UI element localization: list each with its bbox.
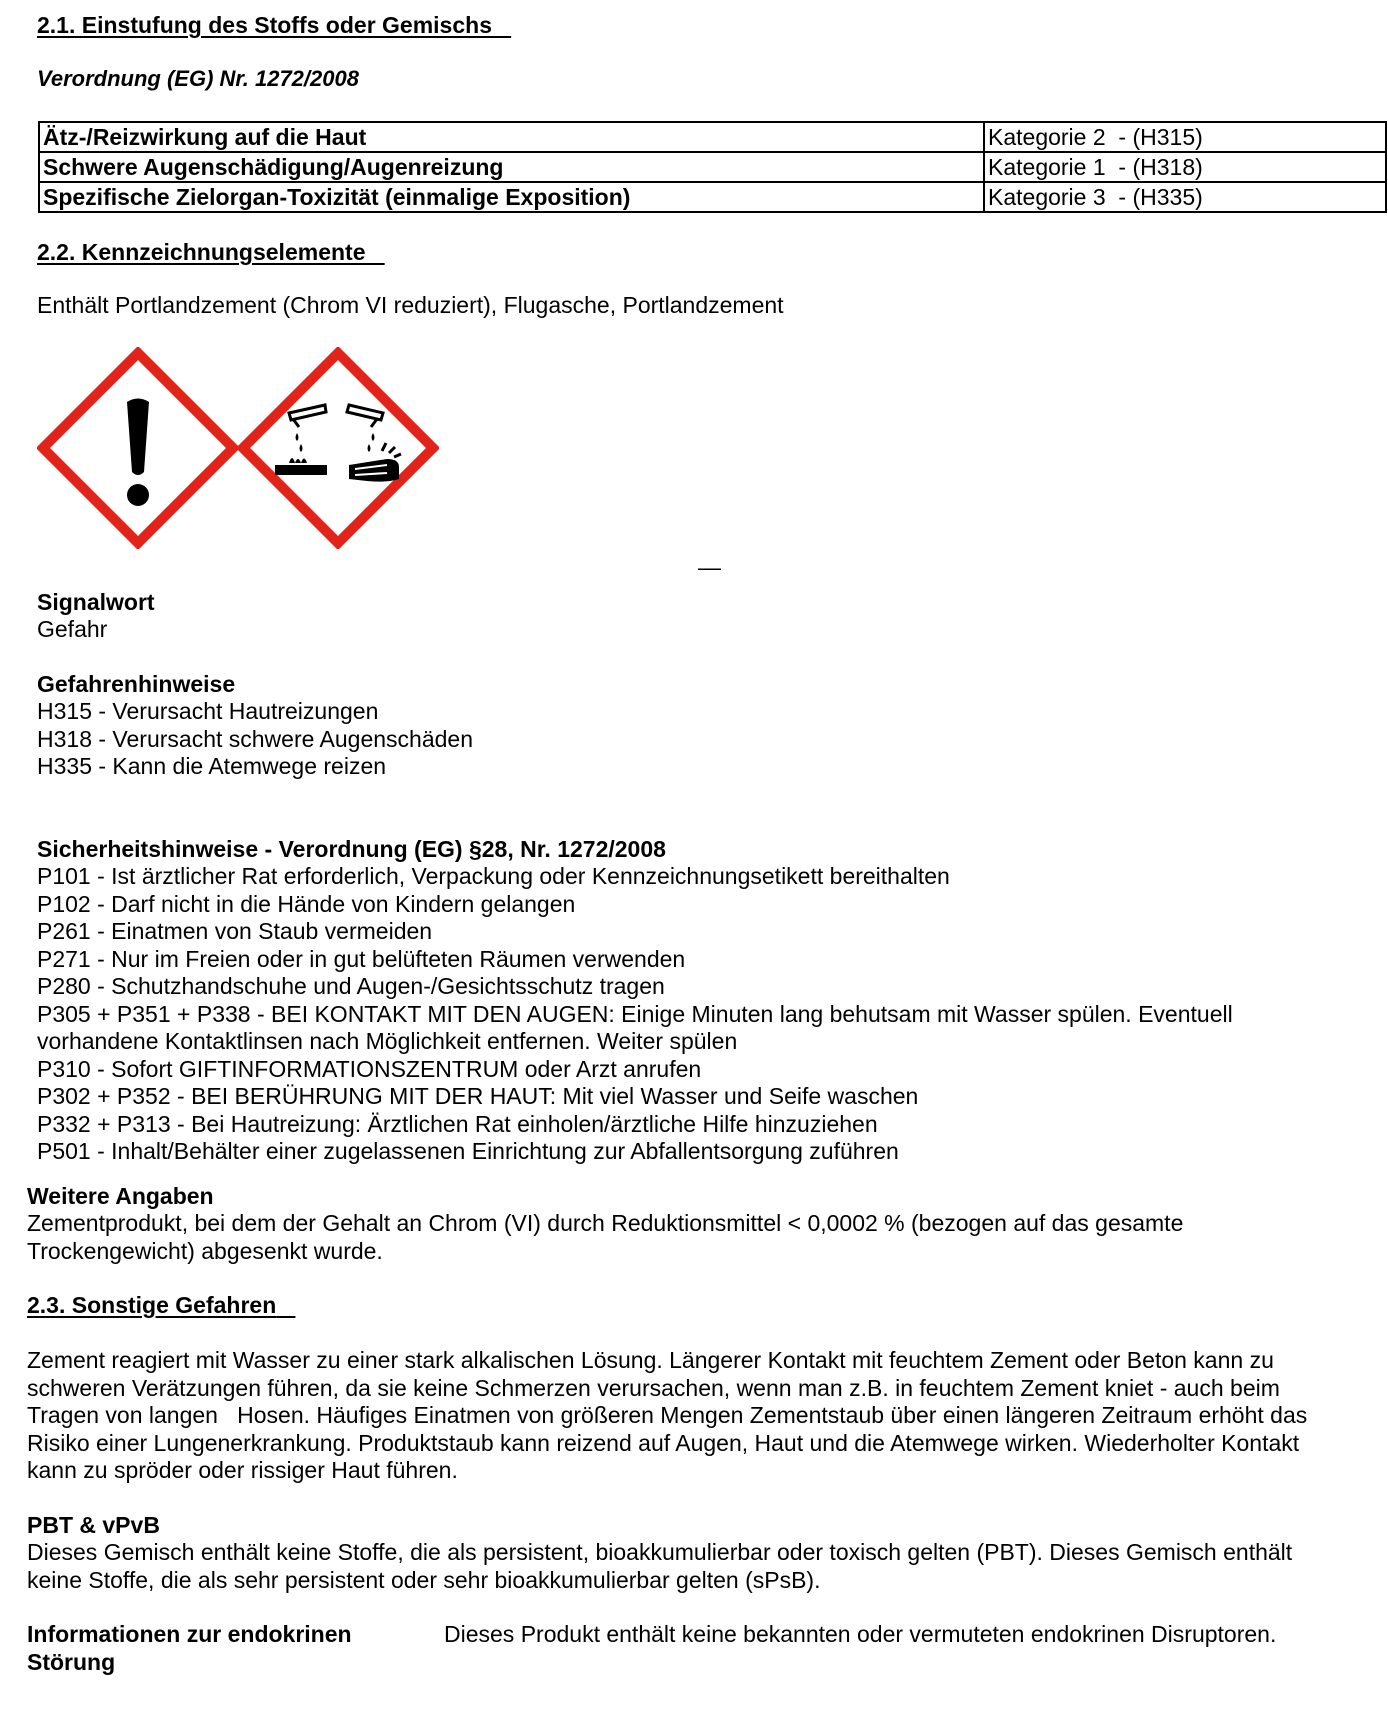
paragraph-line: Zementprodukt, bei dem der Gehalt an Chrom (VI) durch Reduktionsmittel < 0,0002 % (bezogen auf das gesamte bbox=[27, 1210, 1184, 1236]
paragraph-line: Risiko einer Lungenerkrankung. Produktstaub kann reizend auf Augen, Haut und die Atemwege wirken. Wiederholter Kontakt bbox=[27, 1429, 1300, 1456]
other-hazards-paragraph bbox=[27, 1347, 1307, 1485]
paragraph-line: Zement reagiert mit Wasser zu einer stark alkalischen Lösung. Längerer Kontakt mit feuchtem Zement oder Beton kann zu bbox=[27, 1347, 1274, 1373]
signal-word: Gefahr bbox=[37, 616, 108, 642]
endocrine-text: Dieses Produkt enthält keine bekannten oder vermuteten endokrinen Disruptoren. bbox=[444, 1621, 1277, 1647]
endocrine-title bbox=[27, 1621, 352, 1676]
paragraph-line: keine Stoffe, die als sehr persistent oder sehr bioakkumulierbar gelten (sPsB). bbox=[27, 1566, 821, 1593]
contains-text: Enthält Portlandzement (Chrom VI reduziert), Flugasche, Portlandzement bbox=[37, 292, 784, 318]
table-row bbox=[39, 182, 1386, 212]
list-item: H335 - Kann die Atemwege reizen bbox=[37, 753, 387, 779]
list-item: P332 + P313 - Bei Hautreizung: Ärztlichen Rat einholen/ärztliche Hilfe hinzuziehen bbox=[37, 1110, 878, 1137]
list-item: P271 - Nur im Freien oder in gut belüfteten Räumen verwenden bbox=[37, 945, 686, 972]
list-item: P101 - Ist ärztlicher Rat erforderlich, Verpackung oder Kennzeichnungsetikett bereithalten bbox=[37, 863, 950, 889]
endocrine-title-line: Störung bbox=[27, 1648, 116, 1675]
pbt-text bbox=[27, 1539, 1292, 1594]
list-item: P501 - Inhalt/Behälter einer zugelassenen Einrichtung zur Abfallentsorgung zuführen bbox=[37, 1138, 899, 1164]
list-item: P305 + P351 + P338 - BEI KONTAKT MIT DEN AUGEN: Einige Minuten lang behutsam mit Wasser spülen. Eventuell bbox=[37, 1000, 1233, 1027]
corrosion-icon bbox=[237, 347, 439, 549]
hazard-class: Spezifische Zielorgan-Toxizität (einmalige Exposition) bbox=[39, 182, 984, 212]
section-2-3-heading: 2.3. Sonstige Gefahren bbox=[27, 1292, 277, 1318]
list-item: H315 - Verursacht Hautreizungen bbox=[37, 698, 379, 724]
list-item: P310 - Sofort GIFTINFORMATIONSZENTRUM oder Arzt anrufen bbox=[37, 1055, 702, 1082]
exclamation-mark-icon bbox=[37, 347, 239, 549]
paragraph-line: kann zu spröder oder rissiger Haut führen. bbox=[27, 1457, 458, 1483]
table-row bbox=[39, 152, 1386, 182]
list-item: P302 + P352 - BEI BERÜHRUNG MIT DER HAUT: Mit viel Wasser und Seife waschen bbox=[37, 1083, 919, 1109]
paragraph-line: schweren Verätzungen führen, da sie keine Schmerzen verursachen, wenn man z.B. in feuchtem Zement kniet - auch beim bbox=[27, 1374, 1280, 1401]
list-item: P261 - Einatmen von Staub vermeiden bbox=[37, 918, 433, 944]
signal-word-title: Signalwort bbox=[37, 589, 155, 615]
paragraph-line: Dieses Gemisch enthält keine Stoffe, die als persistent, bioakkumulierbar oder toxisch gelten (PBT). Dieses Gemisch enthält bbox=[27, 1539, 1293, 1565]
list-item: H318 - Verursacht schwere Augenschäden bbox=[37, 725, 473, 752]
section-2-1-heading: 2.1. Einstufung des Stoffs oder Gemischs bbox=[37, 12, 492, 38]
precaution-statements-list bbox=[37, 863, 1233, 1166]
section-2-2-heading: 2.2. Kennzeichnungselemente bbox=[37, 239, 366, 265]
hazard-class: Schwere Augenschädigung/Augenreizung bbox=[39, 152, 984, 182]
classification-table bbox=[38, 121, 1387, 213]
list-item: vorhandene Kontaktlinsen nach Möglichkeit entfernen. Weiter spülen bbox=[37, 1028, 738, 1054]
hazard-category: Kategorie 2 - (H315) bbox=[984, 122, 1386, 152]
regulation-title: Verordnung (EG) Nr. 1272/2008 bbox=[37, 66, 359, 91]
paragraph-line: Trockengewicht) abgesenkt wurde. bbox=[27, 1237, 383, 1264]
endocrine-title-line: Informationen zur endokrinen bbox=[27, 1621, 352, 1647]
list-item: P280 - Schutzhandschuhe und Augen-/Gesichtsschutz tragen bbox=[37, 973, 665, 999]
hazard-statements-title: Gefahrenhinweise bbox=[37, 671, 236, 697]
precaution-statements-title: Sicherheitshinweise - Verordnung (EG) §28, Nr. 1272/2008 bbox=[37, 836, 666, 862]
paragraph-line: Tragen von langen Hosen. Häufiges Einatmen von größeren Mengen Zementstaub über einen längeren Zeitraum erhöht das bbox=[27, 1402, 1308, 1428]
table-row bbox=[39, 122, 1386, 152]
further-info-title: Weitere Angaben bbox=[27, 1183, 214, 1209]
hazard-category: Kategorie 1 - (H318) bbox=[984, 152, 1386, 182]
further-info-text bbox=[27, 1210, 1183, 1265]
pbt-title: PBT & vPvB bbox=[27, 1512, 160, 1538]
list-item: P102 - Darf nicht in die Hände von Kindern gelangen bbox=[37, 890, 576, 917]
hazard-class: Ätz-/Reizwirkung auf die Haut bbox=[39, 122, 984, 152]
separator-dash: — bbox=[698, 554, 721, 580]
hazard-category: Kategorie 3 - (H335) bbox=[984, 182, 1386, 212]
hazard-statements-list bbox=[37, 698, 473, 781]
